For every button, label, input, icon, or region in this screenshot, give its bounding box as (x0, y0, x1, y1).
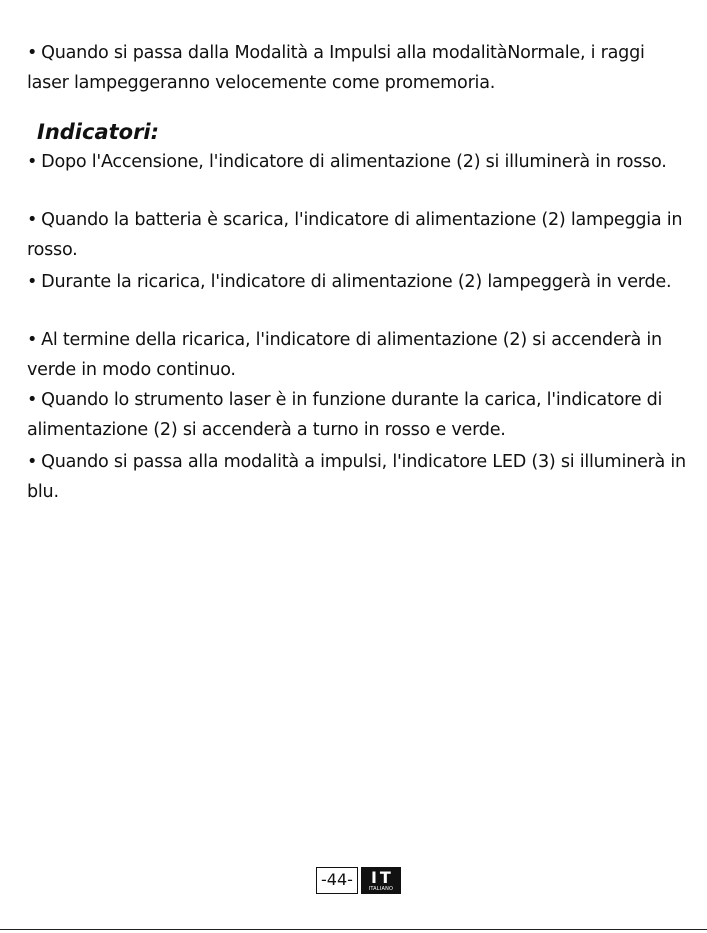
bullet-marker: • (27, 152, 38, 172)
indicator-item-working-while-charging (27, 385, 687, 445)
indicator-item-text: Durante la ricarica, l'indicatore di alimentazione (2) lampeggerà in verde. (41, 272, 672, 292)
indicator-item-text: Quando si passa alla modalità a impulsi, l'indicatore LED (3) si illuminerà in blu. (27, 452, 686, 502)
language-name: ITALIANO (368, 885, 394, 892)
indicator-item-text: Quando la batteria è scarica, l'indicatore di alimentazione (2) lampeggia in rosso. (27, 210, 683, 260)
bullet-marker: • (27, 330, 38, 350)
bullet-marker: • (27, 390, 38, 410)
bullet-marker: • (27, 210, 38, 230)
indicator-item-pulse-mode (27, 447, 687, 507)
page-number: -44- (316, 867, 358, 894)
indicator-item-charging (27, 267, 687, 297)
indicator-item-text: Dopo l'Accensione, l'indicatore di alimentazione (2) si illuminerà in rosso. (41, 152, 667, 172)
bullet-marker: • (27, 272, 38, 292)
language-code: IT (370, 867, 394, 887)
intro-text: Quando si passa dalla Modalità a Impulsi alla modalitàNormale, i raggi laser lampeggeranno velocemente come promemoria. (27, 43, 645, 93)
bullet-marker: • (27, 43, 38, 63)
intro-paragraph (27, 38, 687, 98)
bullet-marker: • (27, 452, 38, 472)
page-footer (316, 867, 401, 894)
indicator-item-text: Al termine della ricarica, l'indicatore di alimentazione (2) si accenderà in verde in modo continuo. (27, 330, 662, 380)
indicator-item-text: Quando lo strumento laser è in funzione durante la carica, l'indicatore di alimentazione (2) si accenderà a turno in rosso e verde. (27, 390, 663, 440)
language-badge (361, 867, 401, 894)
bottom-divider (0, 929, 707, 930)
section-heading: Indicatori: (37, 120, 160, 144)
indicator-item-charged (27, 325, 687, 385)
indicator-item-power-on (27, 147, 687, 177)
indicator-item-low-battery (27, 205, 687, 265)
